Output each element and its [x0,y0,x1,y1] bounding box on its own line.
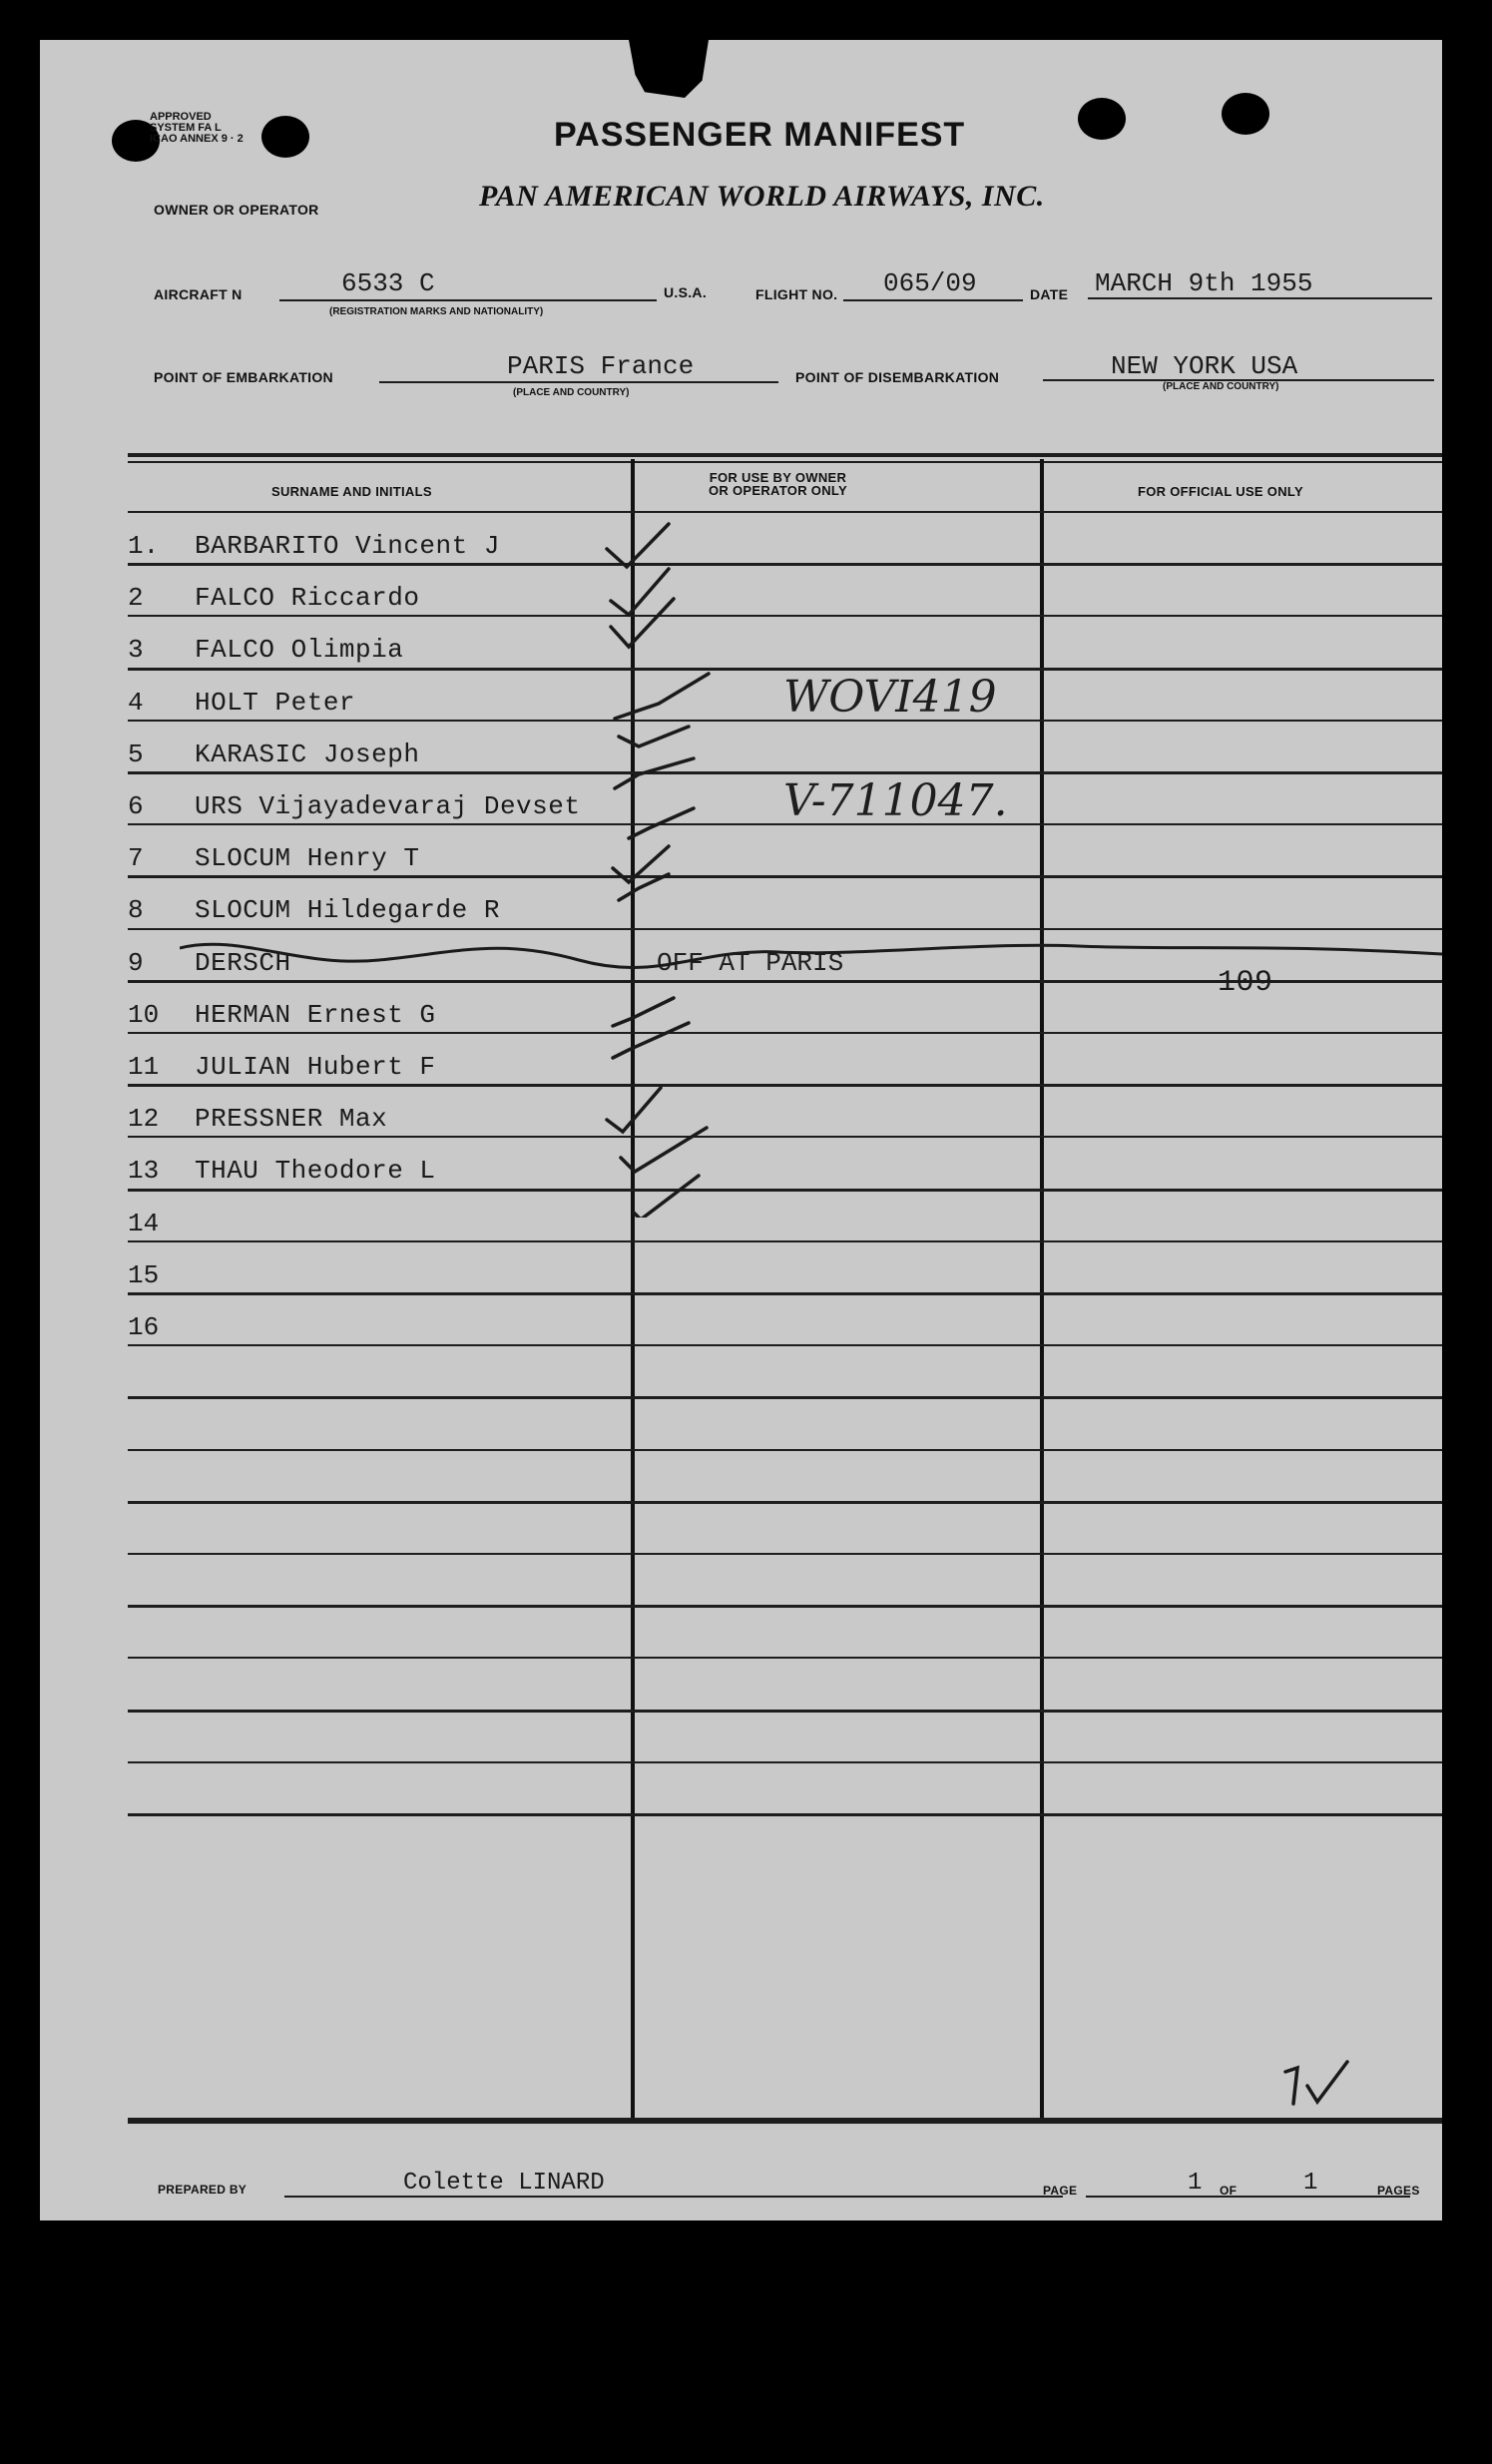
column-divider [1040,459,1044,2119]
passenger-name: SLOCUM Hildegarde R [195,895,500,925]
of-label: OF [1220,2184,1238,2198]
prepared-underline [284,2196,1063,2198]
table-rule [128,1449,1442,1451]
table-rule [128,1032,1442,1034]
page-label: PAGE [1043,2184,1078,2198]
row-number: 8 [128,895,144,925]
prepared-label: PREPARED BY [158,2183,248,2197]
prepared-value: Colette LINARD [403,2170,605,2197]
table-rule [128,511,1442,513]
punch-hole-icon [1078,98,1126,140]
flight-label: FLIGHT NO. [755,286,838,302]
manifest-sheet [40,40,1442,2220]
passenger-name: SLOCUM Henry T [195,843,420,873]
table-rule [128,1136,1442,1138]
col-owner-header: FOR USE BY OWNER OR OPERATOR ONLY [709,470,847,498]
row-number: 4 [128,688,144,718]
passenger-name: FALCO Olimpia [195,635,404,665]
punch-hole-icon [261,116,309,158]
embarkation-label: POINT OF EMBARKATION [154,369,333,385]
row-number: 13 [128,1156,160,1186]
row-number: 1. [128,531,160,561]
passenger-name: JULIAN Hubert F [195,1052,436,1082]
table-rule [128,1189,1442,1192]
aircraft-label: AIRCRAFT N [154,286,243,302]
date-label: DATE [1030,286,1069,302]
owner-note: OFF AT PARIS [657,948,844,978]
passenger-name: THAU Theodore L [195,1156,436,1186]
of-value: 1 [1303,2170,1318,2197]
table-rule [128,875,1442,878]
registration-caption: (REGISTRATION MARKS AND NATIONALITY) [329,306,544,317]
table-rule [128,1605,1442,1608]
embarkation-underline [379,381,778,383]
table-rule [128,1501,1442,1504]
approval-stamp: APPROVED SYSTEM FA L ICAO ANNEX 9 · 2 [150,111,244,145]
aircraft-underline [279,299,657,301]
pages-label: PAGES [1377,2184,1420,2198]
disembarkation-value: NEW YORK USA [1111,351,1298,381]
table-rule [128,563,1442,566]
table-rule [128,1657,1442,1659]
row-number: 15 [128,1260,160,1290]
row-number: 14 [128,1209,160,1238]
embarkation-caption: (PLACE AND COUNTRY) [513,387,630,398]
passenger-name: DERSCH [195,948,291,978]
row-number: 7 [128,843,144,873]
check-marks [599,479,768,1218]
passenger-name: BARBARITO Vincent J [195,531,500,561]
table-rule [128,1761,1442,1763]
row-number: 2 [128,583,144,613]
table-rule [128,1084,1442,1087]
table-top-rule [128,461,1442,463]
table-rule [128,668,1442,671]
passenger-name: URS Vijayadevaraj Devset [195,791,581,821]
strike-through-line [180,938,1442,978]
row-number: 16 [128,1312,160,1342]
passenger-name: PRESSNER Max [195,1104,388,1134]
page-title: PASSENGER MANIFEST [554,116,966,154]
disembarkation-caption: (PLACE AND COUNTRY) [1163,381,1279,392]
row-number: 9 [128,948,144,978]
embarkation-value: PARIS France [507,351,695,381]
table-rule [128,1396,1442,1399]
disembarkation-label: POINT OF DISEMBARKATION [795,369,1000,385]
table-rule [128,1553,1442,1555]
table-rule [128,1240,1442,1242]
table-rule [128,771,1442,774]
aircraft-value: 6533 C [341,268,435,298]
page-value: 1 [1188,2170,1203,2197]
table-rule [128,928,1442,930]
row-number: 3 [128,635,144,665]
table-rule [128,1710,1442,1713]
row-number: 10 [128,1000,160,1030]
table-rule [128,1813,1442,1816]
row-number: 11 [128,1052,160,1082]
page-underline [1086,2196,1410,2198]
row-number: 12 [128,1104,160,1134]
flight-underline [843,299,1023,301]
table-rule [128,1292,1442,1295]
punch-hole-icon [1222,93,1269,135]
table-top-rule [128,453,1442,457]
owner-label: OWNER OR OPERATOR [154,202,319,218]
flight-value: 065/09 [883,268,977,298]
owner-value: PAN AMERICAN WORLD AIRWAYS, INC. [479,180,1045,213]
passenger-name: FALCO Riccardo [195,583,420,613]
official-note: 109 [1218,966,1273,1000]
table-rule [128,615,1442,617]
usa-label: U.S.A. [664,284,708,300]
passenger-name: HERMAN Ernest G [195,1000,436,1030]
owner-note: WOVI419 [783,672,997,723]
footer-check-icon [1277,2056,1357,2126]
passenger-name: KARASIC Joseph [195,739,420,769]
paper-tab [629,40,709,98]
passenger-name: HOLT Peter [195,688,356,718]
table-rule [128,1344,1442,1346]
row-number: 5 [128,739,144,769]
owner-note: V-711047. [783,775,1008,826]
col-name-header: SURNAME AND INITIALS [271,484,432,499]
row-number: 6 [128,791,144,821]
table-bottom-rule [128,2118,1442,2124]
date-value: MARCH 9th 1955 [1095,268,1313,298]
col-official-header: FOR OFFICIAL USE ONLY [1138,484,1303,499]
